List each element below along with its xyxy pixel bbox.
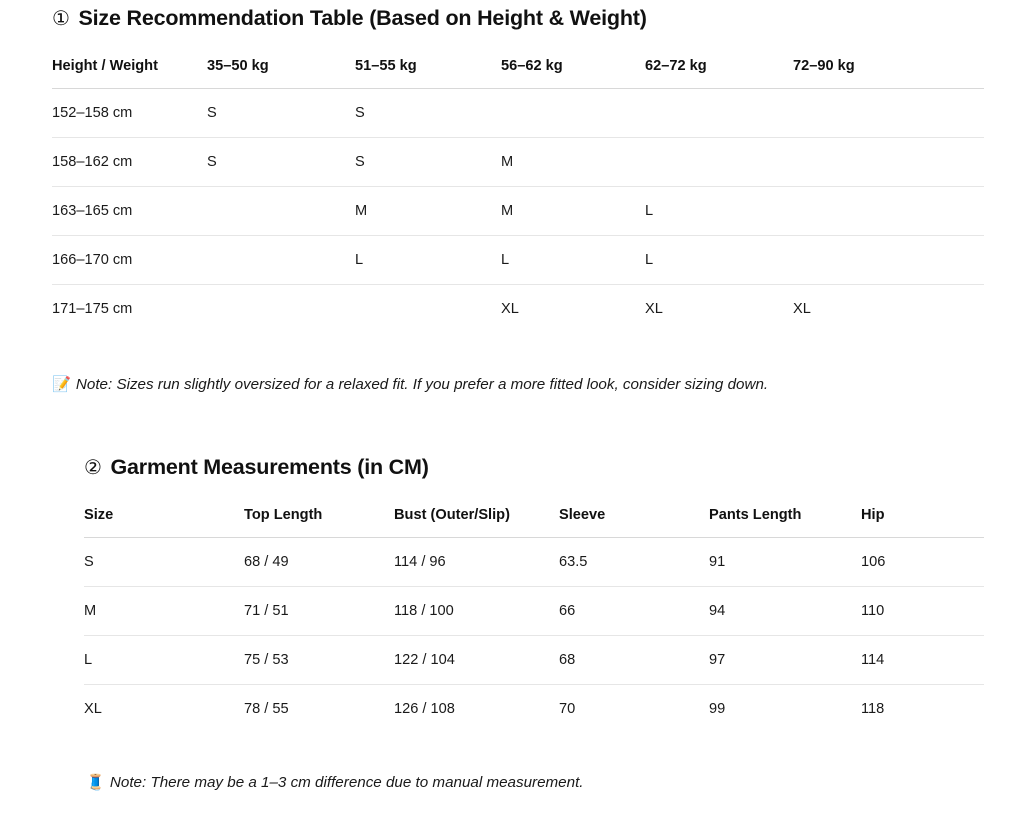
table-cell xyxy=(207,235,355,284)
table-cell: 114 xyxy=(861,636,984,685)
table-cell: 68 xyxy=(559,636,709,685)
section-divider-space xyxy=(0,395,1024,455)
table-cell: S xyxy=(207,88,355,137)
table-row xyxy=(84,636,984,685)
table-cell: 97 xyxy=(709,636,861,685)
table-row xyxy=(84,685,984,734)
garment-measurements-note xyxy=(84,773,984,794)
table-cell: 78 / 55 xyxy=(244,701,289,718)
column-header: Hip xyxy=(861,507,885,524)
table-cell xyxy=(793,235,984,284)
size-recommendation-section xyxy=(0,0,1024,395)
table-header-row xyxy=(84,507,984,538)
column-header: 72–90 kg xyxy=(793,57,855,74)
table-cell xyxy=(645,137,793,186)
table-cell: M xyxy=(355,186,501,235)
table-cell: XL xyxy=(793,300,811,317)
note-text: Note: There may be a 1–3 cm difference due to manual measurement. xyxy=(109,774,584,792)
column-header: 56–62 kg xyxy=(501,57,563,74)
table-cell: XL xyxy=(501,300,519,317)
table-cell: 171–175 cm xyxy=(52,300,133,317)
garment-measurements-section xyxy=(0,455,1024,793)
table-cell xyxy=(207,284,355,333)
note-text: Note: Sizes run slightly oversized for a relaxed fit. If you prefer a more fitted look, consider sizing down. xyxy=(75,375,769,393)
table-cell: 166–170 cm xyxy=(52,235,207,284)
table-cell: 91 xyxy=(709,538,861,587)
table-row xyxy=(52,284,984,333)
table-cell: L xyxy=(355,235,501,284)
column-header: 35–50 kg xyxy=(207,57,269,74)
garment-measurements-table xyxy=(84,507,984,733)
table-cell: 63.5 xyxy=(559,538,709,587)
table-cell: M xyxy=(501,186,645,235)
column-header: Bust (Outer/Slip) xyxy=(394,507,510,524)
table-cell: 122 / 104 xyxy=(394,636,559,685)
table-cell: L xyxy=(645,186,793,235)
table-cell xyxy=(793,137,984,186)
table-cell: 99 xyxy=(709,701,726,718)
table-header-row xyxy=(52,58,984,89)
table-row xyxy=(52,137,984,186)
table-cell: S xyxy=(84,538,244,587)
column-header: Height / Weight xyxy=(52,57,158,74)
section-two-title-text: Garment Measurements (in CM) xyxy=(110,455,429,480)
size-recommendation-table xyxy=(52,58,984,333)
thread-icon: 🧵 xyxy=(86,774,105,792)
table-cell: M xyxy=(501,137,645,186)
table-cell: 118 / 100 xyxy=(394,587,559,636)
table-cell xyxy=(501,88,645,137)
table-row xyxy=(52,235,984,284)
table-cell xyxy=(793,186,984,235)
section-one-title-text: Size Recommendation Table (Based on Height & Weight) xyxy=(78,6,647,30)
section-two-number-glyph: ② xyxy=(84,457,102,480)
table-cell: L xyxy=(645,235,793,284)
table-cell: S xyxy=(207,137,355,186)
table-cell: 126 / 108 xyxy=(394,701,455,718)
table-cell: 66 xyxy=(559,587,709,636)
table-cell: 94 xyxy=(709,587,861,636)
table-cell xyxy=(355,284,501,333)
column-header: Top Length xyxy=(244,507,323,524)
table-cell: 163–165 cm xyxy=(52,186,207,235)
table-cell: S xyxy=(355,137,501,186)
table-cell: 118 xyxy=(861,701,885,718)
table-cell: 106 xyxy=(861,538,984,587)
column-header: 51–55 kg xyxy=(355,57,417,74)
table-cell xyxy=(645,88,793,137)
column-header: 62–72 kg xyxy=(645,57,707,74)
table-cell: L xyxy=(501,235,645,284)
table-row xyxy=(84,587,984,636)
table-cell: M xyxy=(84,587,244,636)
table-cell: 114 / 96 xyxy=(394,538,559,587)
table-cell: 158–162 cm xyxy=(52,137,207,186)
table-cell: 110 xyxy=(861,587,984,636)
table-cell xyxy=(793,88,984,137)
table-cell: L xyxy=(84,636,244,685)
table-cell xyxy=(207,186,355,235)
table-row xyxy=(84,538,984,587)
section-one-number-glyph: ① xyxy=(52,8,70,30)
memo-icon: 📝 xyxy=(52,375,71,393)
table-cell: 68 / 49 xyxy=(244,538,394,587)
column-header: Size xyxy=(84,507,114,524)
section-one-title xyxy=(52,6,984,32)
size-recommendation-note xyxy=(52,375,984,396)
column-header: Sleeve xyxy=(559,507,606,524)
table-cell: 152–158 cm xyxy=(52,88,207,137)
section-two-title xyxy=(84,455,984,481)
table-cell: 71 / 51 xyxy=(244,587,394,636)
column-header: Pants Length xyxy=(709,507,802,524)
table-row xyxy=(52,186,984,235)
table-cell: 70 xyxy=(559,701,576,718)
table-cell: S xyxy=(355,88,501,137)
table-row xyxy=(52,88,984,137)
table-cell: 75 / 53 xyxy=(244,636,394,685)
table-cell: XL xyxy=(645,300,663,317)
table-cell: XL xyxy=(84,701,102,718)
